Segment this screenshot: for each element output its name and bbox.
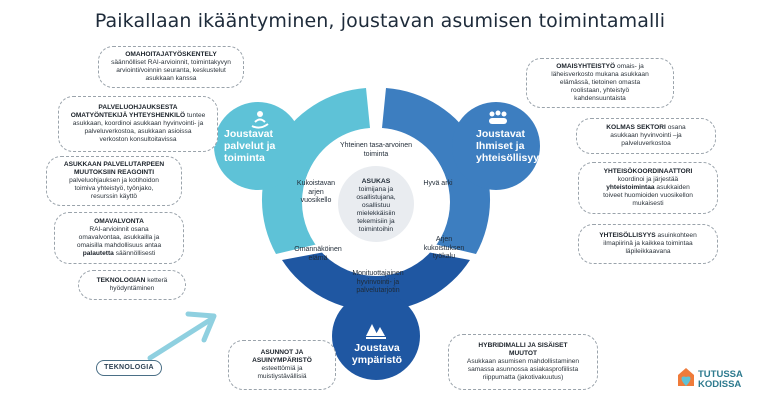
card-line: osana xyxy=(665,124,686,131)
card-title: OMAVALVONTA xyxy=(94,218,144,225)
card-title: OMAISYHTEISTYÖ xyxy=(556,63,616,70)
segment-top-left-line2: palvelut ja xyxy=(224,140,276,152)
technology-arrow xyxy=(150,314,214,358)
card-title: YHTEISÖKOORDINAATTORI xyxy=(603,168,693,175)
card-asunnot xyxy=(228,340,336,390)
card-line: säännölliset RAI-arvioinnit, toimintakyvyn xyxy=(111,59,231,66)
card-line: roolistaan, yhteistyö xyxy=(570,87,630,94)
center-line1: toimijana ja xyxy=(358,186,394,193)
card-line: toiveet huomioiden vuosikellon xyxy=(603,192,693,199)
center-line2: osallistujana, xyxy=(356,194,396,201)
card-omahoitajatyoskentely xyxy=(98,46,244,88)
card-line: palveluohjauksen ja kotihoidon xyxy=(69,177,159,184)
card-title: ASUKKAAN PALVELUTARPEEN xyxy=(63,161,165,168)
ring-label-right xyxy=(420,180,456,189)
teknologia-badge: TEKNOLOGIA xyxy=(96,360,162,376)
segment-bottom-line1: Joustava xyxy=(354,342,400,354)
ring-label-lower-left xyxy=(288,246,348,263)
card-title: MUUTOT xyxy=(508,350,538,357)
ring-label-lower-left-line1: Omannäköinen xyxy=(294,246,342,253)
card-line: asukkaan, koordinoi asukkaan hyvinvointi- ja xyxy=(72,120,204,127)
ring-label-lower-right-line3: työkalu xyxy=(432,253,456,260)
tutussa-kodissa-logo xyxy=(678,368,743,390)
card-line: omaisilla mahdollisuus antaa xyxy=(76,242,162,249)
ring-label-top xyxy=(326,142,426,159)
card-line: hyödyntäminen xyxy=(109,285,155,292)
card-line: muistiystävällisiä xyxy=(257,373,307,380)
card-palvelutarpeen-muutokset xyxy=(46,156,182,206)
logo-line2: KODISSA xyxy=(698,379,742,390)
card-line: asukkaan kanssa xyxy=(145,75,197,82)
center-text xyxy=(336,178,416,234)
card-omavalvonta xyxy=(54,212,184,264)
segment-top-right-line3: yhteisöllisyys xyxy=(476,152,545,164)
card-line: riippumatta (jakotivakuutus) xyxy=(482,374,564,381)
card-title: KOLMAS SEKTORI xyxy=(606,124,666,131)
card-line: verkoston konsultoitavissa xyxy=(99,136,177,143)
ring-label-bottom-line2: hyvinvointi- ja xyxy=(356,278,400,286)
card-line: elämässä, tietoinen omasta xyxy=(559,79,641,86)
center-heading: ASUKAS xyxy=(361,178,391,185)
ring-label-lower-left-line2: elämä xyxy=(308,254,328,262)
center-line5: tekemisiin ja xyxy=(357,218,395,225)
card-title: OMAHOITAJATYÖSKENTELY xyxy=(125,51,217,58)
card-line: omais- ja xyxy=(615,63,644,70)
segment-top-left-label xyxy=(224,128,290,164)
card-line: arviointi/voinnin seuranta, keskustelut xyxy=(116,67,226,74)
card-line: kahdensuuntaista xyxy=(574,95,626,102)
card-title: TEKNOLOGIAN xyxy=(96,277,146,284)
card-line-bold: palautetta xyxy=(82,250,114,257)
ring-label-top-line1: Yhteinen tasa-arvoinen xyxy=(340,142,412,149)
card-line: ketterä xyxy=(145,277,168,284)
card-title: MUUTOKSIIN REAGOINTI xyxy=(73,169,155,176)
card-line: asukkaan hyvinvointi –ja xyxy=(610,132,682,139)
ring-label-left-line2: arjen xyxy=(308,188,324,196)
card-teknologian xyxy=(78,270,186,300)
segment-top-right-line2: Ihmiset ja xyxy=(476,140,525,152)
ring-label-bottom-line1: Monituottajainen xyxy=(352,270,404,277)
segment-top-left-line3: toiminta xyxy=(224,152,265,164)
card-line: RAI-arvioinnit osana xyxy=(89,226,149,233)
card-line-bold: yhteistoimintaa xyxy=(606,184,655,191)
card-hybridimalli xyxy=(448,334,598,390)
card-line: asukkaiden xyxy=(654,184,690,191)
card-line: toimiva yhteistyö, työnjako, xyxy=(74,185,154,192)
card-title: PALVELUOHJAUKSESTA xyxy=(98,104,178,111)
card-line: säännöllisesti xyxy=(113,250,156,257)
card-line: palveluverkostoa xyxy=(621,140,671,147)
card-title: HYBRIDIMALLI JA SISÄISET xyxy=(478,342,568,349)
card-line: asuinkohteen xyxy=(655,232,697,239)
ring-label-lower-right xyxy=(416,236,472,262)
ring-label-left-line3: vuosikello xyxy=(300,197,332,204)
card-kolmas-sektori xyxy=(576,118,716,154)
segment-top-right-line1: Joustavat xyxy=(476,128,526,140)
ring-label-left xyxy=(288,180,344,206)
card-palveluohjauksesta xyxy=(58,96,218,152)
card-line: Asukkaan asumisen mahdollistaminen xyxy=(466,358,580,365)
segment-bottom-line2: ympäristö xyxy=(351,354,403,366)
ring-label-lower-right-line1: Arjen xyxy=(435,236,453,243)
logo-line1: TUTUSSA xyxy=(698,369,743,380)
ring-label-left-line1: Kukoistavan xyxy=(296,180,336,187)
card-line: läpileikkaavana xyxy=(625,248,671,255)
center-line3: osallistuu xyxy=(361,202,391,209)
center-line6: toimintoihin xyxy=(358,226,394,233)
card-line: samassa asunnossa asiakasprofiilista xyxy=(467,366,579,373)
ring-label-top-line2: toiminta xyxy=(363,150,389,158)
card-line: mukaisesti xyxy=(632,200,664,207)
card-line: palveluverkostoa, asukkaan asioissa xyxy=(84,128,192,135)
ring-label-lower-right-line2: kukoistuksen xyxy=(423,244,465,252)
page-title: Paikallaan ikääntyminen, joustavan asumisen toimintamalli xyxy=(94,10,666,32)
card-line: omavalvontaa, asukkailla ja xyxy=(78,234,160,241)
segment-bottom-label xyxy=(342,342,412,366)
ring-label-bottom xyxy=(338,270,418,296)
segment-top-right-label xyxy=(476,128,566,164)
card-yhteisollisyys xyxy=(578,224,718,264)
card-title: ASUINYMPÄRISTÖ xyxy=(252,357,312,364)
ring-label-bottom-line3: palvelutarjotin xyxy=(356,287,400,294)
card-line: ilmapiirinä ja kaikkea toimintaa xyxy=(603,240,693,247)
card-line: esteettömiä ja xyxy=(261,365,303,372)
segment-top-left-line1: Joustavat xyxy=(224,128,274,140)
card-line: tuntee xyxy=(185,112,206,119)
ring-label-right-line1: Hyvä arki xyxy=(423,180,453,187)
card-line: läheisverkosto mukana asukkaan xyxy=(551,71,649,78)
card-omaisyhteistyo xyxy=(526,58,674,108)
center-line4: mielekkäisiin xyxy=(356,210,396,217)
card-title: ASUNNOT JA xyxy=(260,349,304,356)
card-title: OMATYÖNTEKIJÄ YHTEYSHENKILÖ xyxy=(70,112,186,119)
card-line: resurssin käyttö xyxy=(90,193,138,200)
card-line: koordinoi ja järjestää xyxy=(617,176,679,183)
card-title: YHTEISÖLLISYYS xyxy=(599,232,656,239)
card-yhteisokoordinaattori xyxy=(578,162,718,214)
